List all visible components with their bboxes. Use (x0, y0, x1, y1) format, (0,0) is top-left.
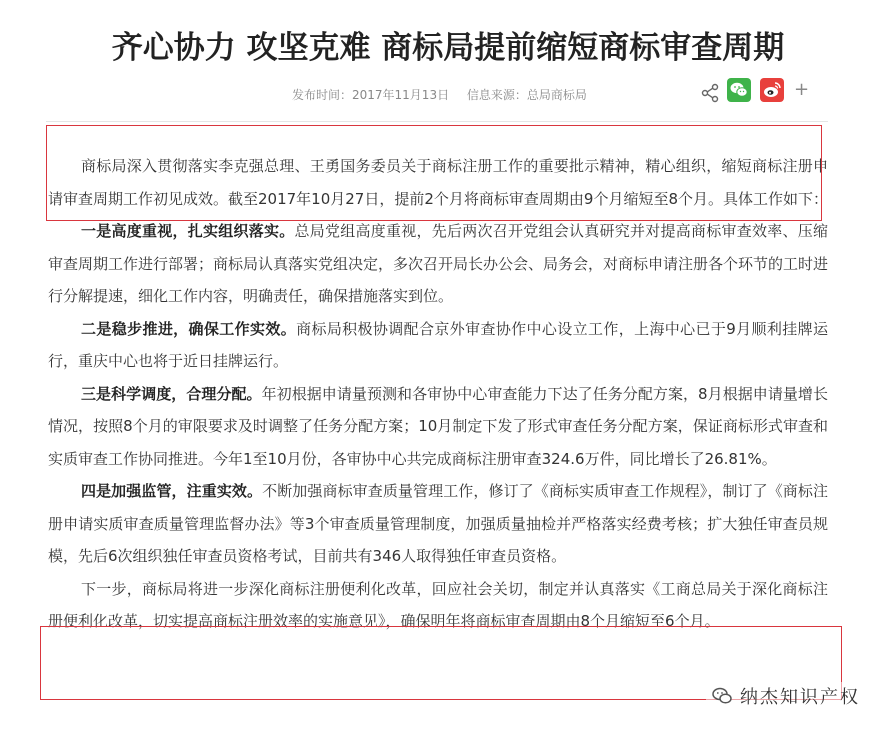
paragraph-point-2 (48, 313, 828, 378)
paragraph-lead: 三是科学调度，合理分配。 (81, 384, 262, 403)
paragraph-lead: 四是加强监管，注重实效。 (81, 482, 263, 500)
article-meta (292, 86, 601, 103)
paragraph-point-1 (48, 215, 828, 313)
plus-icon[interactable]: + (794, 79, 810, 100)
article-title: 齐心协力 攻坚克难 商标局提前缩短商标审查周期 (111, 30, 785, 66)
publish-time: 发布时间：2017年11月13日 (292, 88, 450, 102)
paragraph-text: 商标局积极协调配合京外审查协作中心设立工作，上海中心已于9月顺利挂牌运行，重庆中心也将于近日挂牌运行。 (48, 319, 828, 370)
watermark (706, 682, 866, 710)
paragraph-text: 商标局深入贯彻落实李克强总理、王勇国务委员关于商标注册工作的重要批示精神，精心组织，缩短商标注册申请审查周期工作初见成效。截至2017年10月27日，提前2个月将商标审查周期由9个月缩短至8个月。具体工作如下： (48, 157, 828, 208)
paragraph-lead: 二是稳步推进，确保工作实效。 (81, 319, 297, 338)
article-body (48, 150, 828, 638)
wechat-watermark-icon (710, 684, 734, 708)
paragraph-text: 下一步，商标局将进一步深化商标注册便利化改革，回应社会关切，制定并认真落实《工商总局关于深化商标注册便利化改革，切实提高商标注册效率的实施意见》，确保明年将商标审查周期由8个月缩短至6个月。 (48, 579, 828, 630)
paragraph-point-3 (48, 378, 828, 476)
wechat-icon[interactable] (727, 78, 751, 102)
paragraph-lead: 一是高度重视，扎实组织落实。 (81, 222, 295, 240)
weibo-icon[interactable] (760, 78, 784, 102)
paragraph-point-4 (48, 475, 828, 573)
highlight-box-intro (46, 125, 822, 221)
title-divider (46, 121, 828, 122)
share-icon[interactable] (700, 83, 720, 103)
paragraph-text: 不断加强商标审查质量管理工作，修订了《商标实质审查工作规程》，制订了《商标注册申请实质审查质量管理监督办法》等3个审查质量管理制度，加强质量抽检并严格落实经费考核；扩大独任审查员规模，先后6次组织独任审查员资格考试，目前共有346人取得独任审查员资格。 (48, 482, 828, 565)
info-source: 信息来源：总局商标局 (466, 88, 587, 102)
watermark-text: 纳杰知识产权 (740, 687, 860, 708)
paragraph-text: 总局党组高度重视，先后两次召开党组会认真研究并对提高商标审查效率、压缩审查周期工作进行部署；商标局认真落实党组决定，多次召开局长办公会、局务会，对商标申请注册各个环节的工时进行分解提速，细化工作内容，明确责任，确保措施落实到位。 (48, 222, 829, 305)
paragraph-text: 年初根据申请量预测和各审协中心审查能力下达了任务分配方案，8月根据申请量增长情况，按照8个月的审限要求及时调整了任务分配方案；10月制定下发了形式审查任务分配方案，保证商标形式审查和实质审查工作协同推进。今年1至10月份，各审协中心共完成商标注册审查324.6万件，同比增长了26.81%。 (48, 384, 828, 468)
